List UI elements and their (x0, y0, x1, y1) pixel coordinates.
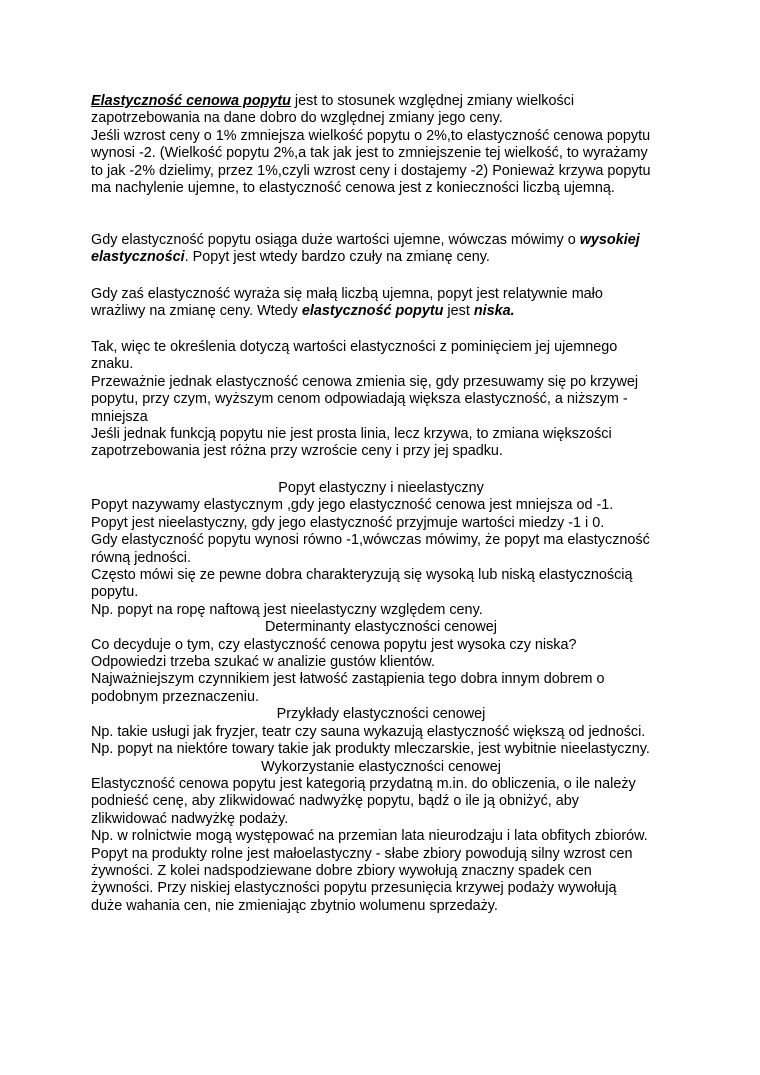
note-sign: Tak, więc te określenia dotyczą wartości elastyczności z pominięciem jej ujemnego znaku. (91, 339, 618, 373)
section-heading: Popyt elastyczny i nieelastyczny (278, 480, 484, 496)
section-heading: Wykorzystanie elastyczności cenowej (261, 758, 501, 775)
low-label: niska. (473, 303, 515, 320)
low-elasticity-term: elastyczność popytu (301, 303, 444, 320)
notes-paragraph (91, 339, 651, 461)
high-elasticity-term: wysokiej elastyczności (91, 232, 640, 266)
intro-paragraph (91, 93, 651, 197)
section-elastic-inelastic: Popyt elastyczny i nieelastyczny Popyt nazywamy elastycznym ,gdy jego elastyczność cenowa jest mniejsza od -1. Popyt jest nieelastyczny, gdy jego elastyczność przyjmuje wartości miedzy -1 i 0. Gdy elastyczność popytu wynosi równo -1,wówczas mówimy, że popyt ma elastyczność równą jedności. Często mówi się ze pewne dobra charakteryzują się wysoką lub niską elastycznością popytu. Np. popyt na ropę naftową jest nieelastyczny względem ceny. Determinanty elastyczności cenowej Co decyduje o tym, czy elastyczność cenowa popytu jest wysoka czy niska? Odpowiedzi trzeba szukać w analizie gustów klientów. Najważniejszym czynnikiem jest łatwość zastąpienia tego dobra innym dobrem o podobnym przeznaczeniu. Przykłady elastyczności cenowej Np. takie usługi jak fryzjer, teatr czy sauna wykazują elastyczność większą od jedności. Np. popyt na niektóre towary takie jak produkty mleczarskie, jest wybitnie nieelastyczny. Wykorzystanie elastyczności cenowej Elastyczność cenowa popytu jest kategorią przydatną m.in. do obliczenia, o ile należy podnieść cenę, aby zlikwidować nadwyżkę popytu, bądź o ile ją obniżyć, aby zlikwidować nadwyżkę podaży. Np. w rolnictwie mogą występować na przemian lata nieurodzaju i lata obfitych zbiorów. Popyt na produkty rolne jest małoelastyczny - słabe zbiory powodują silny wzrost cen żywności. Z kolei nadspodziewane dobre zbiory wywołują znaczny spadek cen żywności. Przy niskiej elastyczności popytu przesunięcia krzywej podaży wywołują duże wahania cen, nie zmieniając zbytnio wolumenu sprzedaży. (91, 480, 671, 915)
definition: Elastyczność cenowa popytu jest to stosunek względnej zmiany wielkości zapotrzebowania na dane dobro do względnej zmiany jego ceny. (91, 93, 575, 127)
note-variation: Przeważnie jednak elastyczność cenowa zmienia się, gdy przesuwamy się po krzywej popytu, przy czym, wyższym cenom odpowiadają większa elastyczność, a niższym - mniejsza (91, 373, 639, 425)
low-elasticity-paragraph: Gdy zaś elastyczność wyraża się małą liczbą ujemna, popyt jest relatywnie mało wrażliwy na zmianę ceny. Wtedy elastyczność popytu jest niska. (91, 286, 603, 320)
high-elasticity-paragraph: Gdy elastyczność popytu osiąga duże wartości ujemne, wówczas mówimy o wysokiej elastyczności. Popyt jest wtedy bardzo czuły na zmianę ceny. (91, 232, 640, 266)
section-heading: Przykłady elastyczności cenowej (276, 706, 486, 723)
note-curve: Jeśli jednak funkcją popytu nie jest prosta linia, lecz krzywa, to zmiana większości zapotrzebowania jest różna przy wzroście ceny i przy jej spadku. (91, 426, 612, 460)
example: Jeśli wzrost ceny o 1% zmniejsza wielkość popytu o 2%,to elastyczność cenowa popytu wynosi -2. (Wielkość popytu 2%,a tak jak jest to zmniejszenie tej wielkość, to wyrażamy to jak -2% dzielimy, przez 1%,czyli wzrost ceny i dostajemy -2) Ponieważ krzywa popytu ma nachylenie ujemne, to elastyczność cenowa jest z konieczności liczbą ujemną. (91, 127, 651, 197)
term-elasticity: Elastyczność cenowa popytu (91, 93, 291, 109)
section-heading: Determinanty elastyczności cenowej (265, 619, 497, 636)
